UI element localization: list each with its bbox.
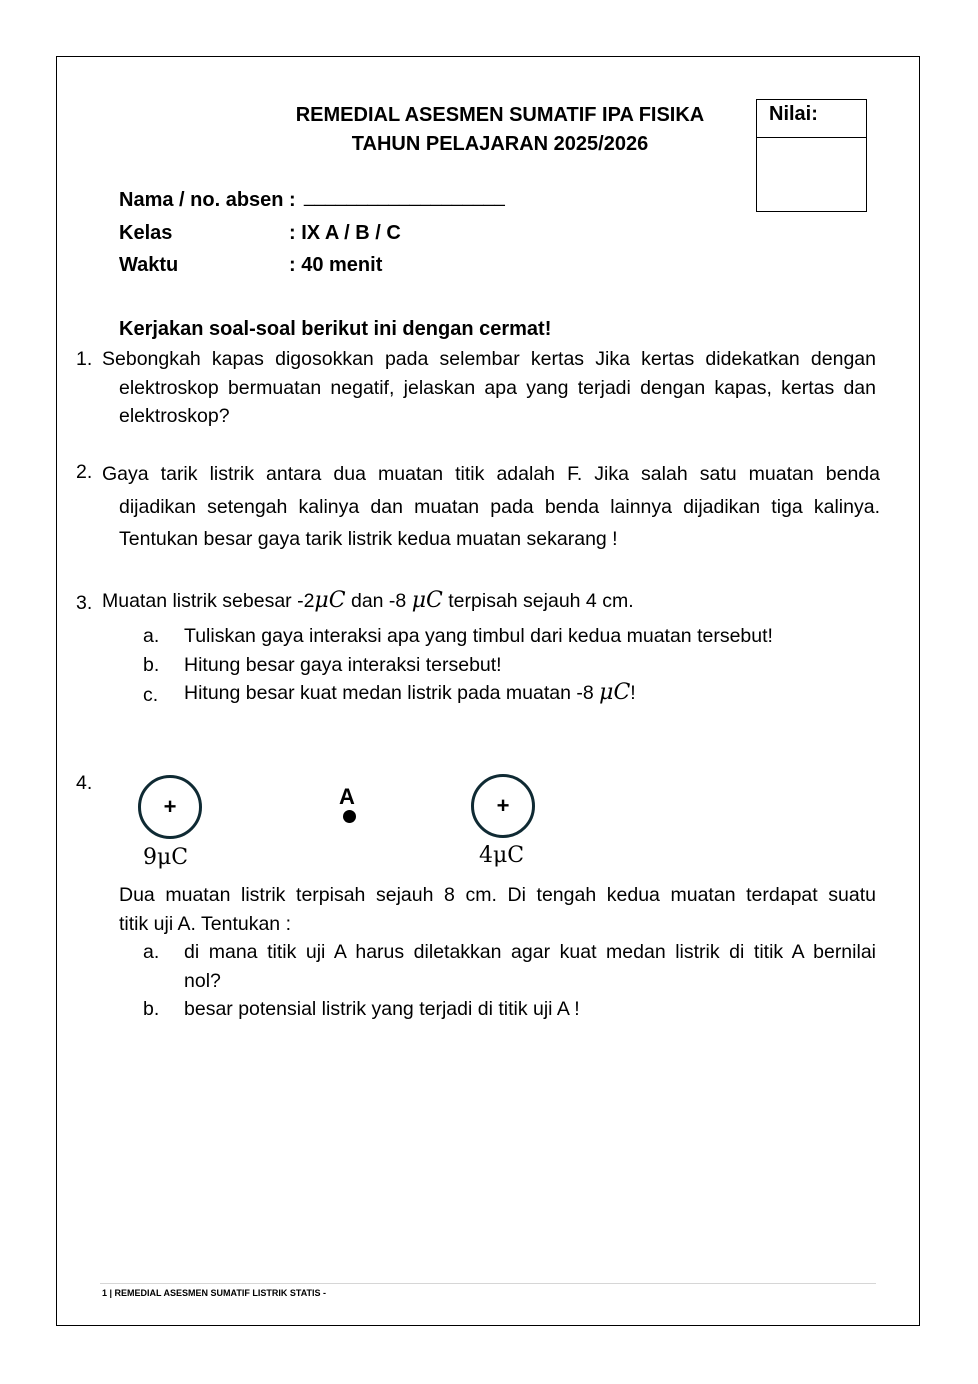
- unit-micro-coulomb: μC: [411, 588, 443, 613]
- time-value: : 40 menit: [289, 254, 383, 276]
- question-4-number: 4.: [76, 772, 93, 794]
- question-2-line-1: Gaya tarik listrik antara dua muatan titik adalah F. Jika salah satu muatan benda: [102, 463, 880, 485]
- score-label: Nilai:: [757, 100, 866, 138]
- question-2-line-3: Tentukan besar gaya tarik listrik kedua muatan sekarang !: [119, 528, 618, 550]
- question-4a-line-2: nol?: [184, 969, 221, 992]
- charge-1-label: 9μC: [143, 845, 189, 870]
- question-1-line-3: elektroskop?: [119, 405, 230, 427]
- score-box: [756, 99, 867, 212]
- question-1-line-1: Sebongkah kapas digosokkan pada selembar kertas Jika kertas didekatkan dengan: [102, 348, 876, 370]
- question-1-text: [102, 345, 876, 431]
- question-4b-label: b.: [143, 998, 160, 1020]
- question-4a-text: [184, 938, 876, 995]
- question-4b-text: besar potensial listrik yang terjadi di titik uji A !: [184, 998, 580, 1020]
- question-3a-text: Tuliskan gaya interaksi apa yang timbul dari kedua muatan tersebut!: [184, 625, 773, 647]
- plus-sign: +: [496, 793, 510, 818]
- question-3-number: 3.: [76, 592, 93, 614]
- question-3-stem: Muatan listrik sebesar -2μC dan -8 μC terpisah sejauh 4 cm.: [102, 588, 634, 613]
- name-label: Nama / no. absen :: [119, 189, 296, 211]
- plus-sign: +: [163, 794, 177, 819]
- footer-divider: [100, 1283, 876, 1284]
- exam-title: REMEDIAL ASESMEN SUMATIF IPA FISIKA: [295, 104, 705, 126]
- question-2-text: [102, 458, 880, 556]
- class-value: : IX A / B / C: [289, 222, 401, 244]
- question-3c-text: Hitung besar kuat medan listrik pada muatan -8 μC!: [184, 680, 636, 705]
- page-footer: 1 | REMEDIAL ASESMEN SUMATIF LISTRIK STATIS -: [102, 1288, 327, 1298]
- question-4-line-1: Dua muatan listrik terpisah sejauh 8 cm. Di tengah kedua muatan terdapat suatu: [119, 884, 876, 906]
- instruction: Kerjakan soal-soal berikut ini dengan cermat!: [119, 318, 552, 340]
- question-3c-label: c.: [143, 684, 159, 706]
- charge-2-circle: [471, 774, 535, 838]
- point-a-dot: [343, 810, 356, 823]
- question-4-line-2: titik uji A. Tentukan :: [119, 912, 291, 935]
- school-year: TAHUN PELAJARAN 2025/2026: [351, 133, 649, 155]
- question-1-number: 1.: [76, 348, 93, 370]
- unit-micro-coulomb: μC: [599, 680, 631, 705]
- question-4a-line-1: di mana titik uji A harus diletakkan agar kuat medan listrik di titik A bernilai: [184, 941, 876, 963]
- charge-1-circle: [138, 775, 202, 839]
- question-3a-label: a.: [143, 625, 160, 647]
- point-a-label: A: [339, 784, 355, 809]
- question-2-number: 2.: [76, 461, 93, 483]
- question-2-line-2: dijadikan setengah kalinya dan muatan pada benda lainnya dijadikan tiga kalinya.: [119, 495, 880, 518]
- question-3b-label: b.: [143, 654, 160, 676]
- question-3b-text: Hitung besar gaya interaksi tersebut!: [184, 654, 502, 676]
- name-blank: ___________________: [304, 186, 505, 207]
- question-4-text: [119, 881, 876, 938]
- charge-2-label: 4μC: [479, 843, 525, 868]
- unit-micro-coulomb: μC: [314, 588, 346, 613]
- question-4a-label: a.: [143, 941, 160, 963]
- time-label: Waktu: [119, 254, 179, 276]
- class-label: Kelas: [119, 222, 173, 244]
- question-1-line-2: elektroskop bermuatan negatif, jelaskan apa yang terjadi dengan kapas, kertas dan: [119, 376, 876, 399]
